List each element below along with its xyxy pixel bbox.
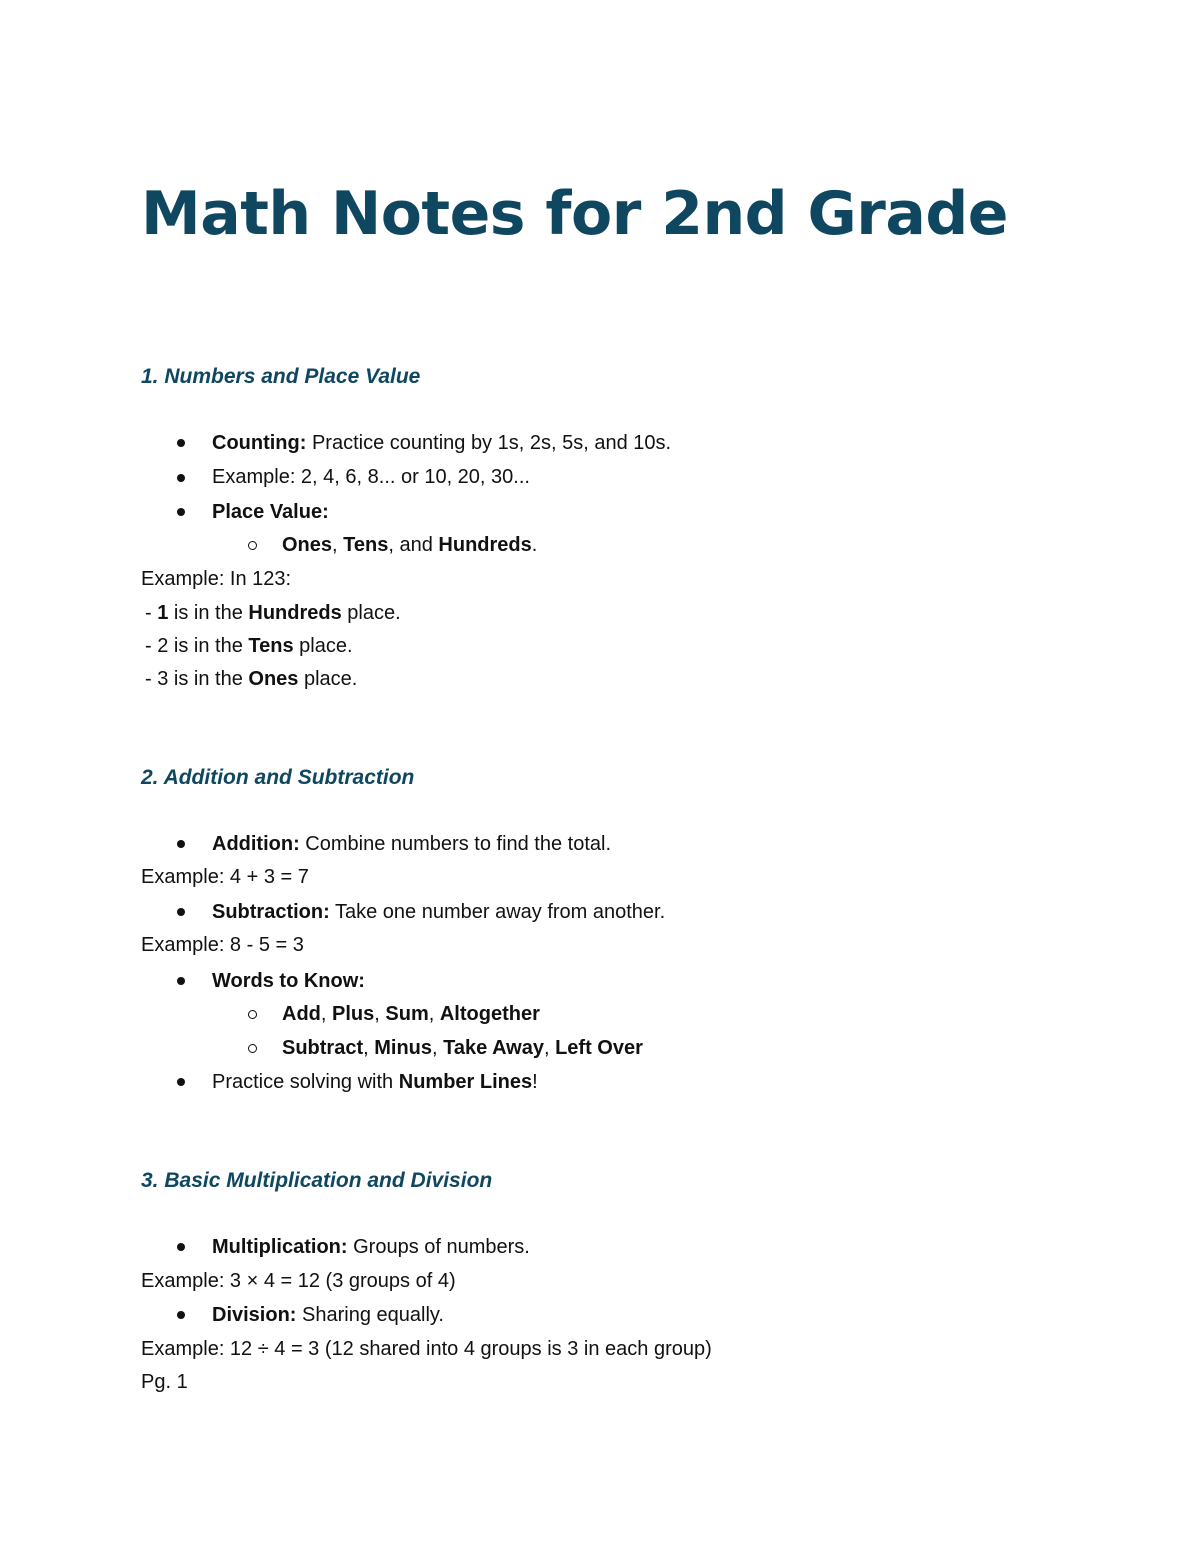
tens-term: Tens — [343, 534, 389, 556]
list-item-place-value — [212, 497, 329, 527]
list-item-counting-example: Example: 2, 4, 6, 8... or 10, 20, 30... — [212, 466, 530, 488]
sub-item-subtraction-words — [282, 1033, 643, 1063]
list-item-subtraction — [212, 897, 665, 927]
exclamation: ! — [532, 1071, 538, 1093]
words-to-know-label: Words to Know: — [212, 970, 365, 992]
text: is in the — [168, 602, 249, 624]
subtraction-text: Take one number away from another. — [329, 901, 666, 923]
place-value-label: Place Value: — [212, 501, 329, 523]
sub-bullet-icon — [248, 1044, 257, 1053]
period: . — [531, 534, 538, 556]
bullet-icon — [177, 474, 185, 482]
multiplication-label: Multiplication: — [212, 1236, 348, 1258]
separator: , and — [388, 534, 439, 556]
word: Altogether — [439, 1003, 540, 1025]
separator: , — [363, 1037, 375, 1059]
place-name: Hundreds — [248, 602, 342, 624]
place-line-hundreds — [145, 598, 401, 628]
text: is in the — [168, 635, 249, 657]
separator: , — [428, 1003, 440, 1025]
sub-bullet-icon — [248, 1010, 257, 1019]
subtraction-example: Example: 8 - 5 = 3 — [141, 934, 304, 956]
page-title: Math Notes for 2nd Grade — [141, 179, 1008, 249]
word: Subtract — [282, 1037, 364, 1059]
word: Minus — [374, 1037, 433, 1059]
bullet-icon — [177, 977, 185, 985]
sub-item-place-names — [282, 530, 537, 560]
digit: 3 — [157, 668, 169, 690]
practice-text: Practice solving with — [212, 1071, 399, 1093]
text: place. — [341, 602, 401, 624]
sub-bullet-icon — [248, 541, 257, 550]
separator: , — [432, 1037, 444, 1059]
word: Sum — [385, 1003, 429, 1025]
dash: - — [145, 668, 158, 690]
text: is in the — [168, 668, 249, 690]
division-text: Sharing equally. — [296, 1304, 444, 1326]
counting-label: Counting: — [212, 432, 307, 454]
separator: , — [374, 1003, 386, 1025]
dash: - — [145, 602, 158, 624]
list-item-multiplication — [212, 1232, 530, 1262]
addition-text: Combine numbers to find the total. — [299, 833, 612, 855]
dash: - — [145, 635, 158, 657]
section-heading-addition-subtraction: 2. Addition and Subtraction — [141, 766, 415, 789]
section-heading-numbers-place-value: 1. Numbers and Place Value — [141, 365, 421, 388]
separator: , — [320, 1003, 333, 1025]
ones-term: Ones — [282, 534, 333, 556]
multiplication-text: Groups of numbers. — [347, 1236, 530, 1258]
addition-example: Example: 4 + 3 = 7 — [141, 866, 309, 888]
division-example: Example: 12 ÷ 4 = 3 (12 shared into 4 groups is 3 in each group) — [141, 1338, 712, 1360]
bullet-icon — [177, 508, 185, 516]
bullet-icon — [177, 439, 185, 447]
bullet-icon — [177, 1243, 185, 1251]
word: Take Away — [443, 1037, 544, 1059]
section-heading-multiplication-division: 3. Basic Multiplication and Division — [141, 1169, 493, 1192]
digit: 1 — [157, 602, 169, 624]
number-lines-term: Number Lines — [398, 1071, 533, 1093]
list-item-counting — [212, 428, 671, 458]
word: Plus — [332, 1003, 375, 1025]
place-name: Ones — [248, 668, 299, 690]
bullet-icon — [177, 1078, 185, 1086]
subtraction-label: Subtraction: — [212, 901, 330, 923]
list-item-addition — [212, 829, 611, 859]
digit: 2 — [157, 635, 169, 657]
separator: , — [332, 534, 344, 556]
list-item-words-to-know — [212, 966, 365, 996]
list-item-division — [212, 1300, 444, 1330]
multiplication-example: Example: 3 × 4 = 12 (3 groups of 4) — [141, 1270, 456, 1292]
page-number: Pg. 1 — [141, 1371, 188, 1393]
bullet-icon — [177, 840, 185, 848]
hundreds-term: Hundreds — [438, 534, 532, 556]
text: place. — [298, 668, 358, 690]
word: Left Over — [555, 1037, 643, 1059]
separator: , — [543, 1037, 556, 1059]
counting-text: Practice counting by 1s, 2s, 5s, and 10s. — [306, 432, 672, 454]
place-line-ones — [145, 664, 357, 694]
place-line-tens — [145, 631, 353, 661]
sub-item-addition-words — [282, 999, 540, 1029]
bullet-icon — [177, 908, 185, 916]
word: Add — [282, 1003, 321, 1025]
bullet-icon — [177, 1311, 185, 1319]
division-label: Division: — [212, 1304, 297, 1326]
text: place. — [293, 635, 353, 657]
place-name: Tens — [248, 635, 294, 657]
list-item-practice — [212, 1067, 538, 1097]
example-123: Example: In 123: — [141, 568, 292, 590]
addition-label: Addition: — [212, 833, 300, 855]
